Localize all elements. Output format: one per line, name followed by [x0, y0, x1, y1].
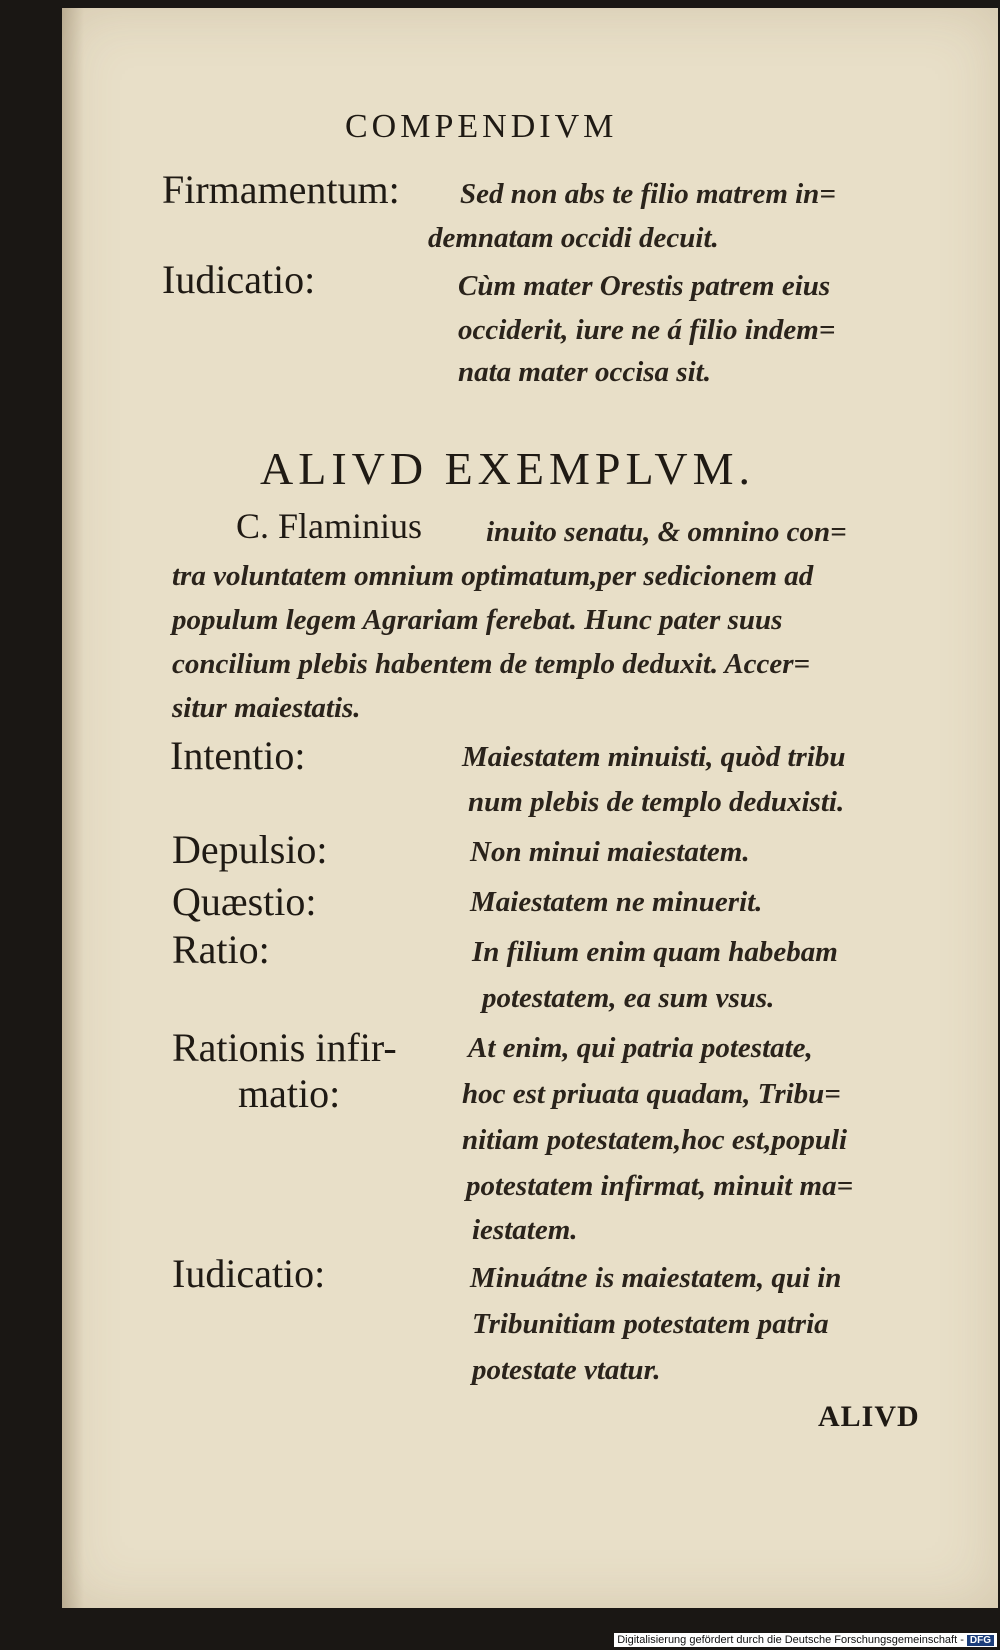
label-quaestio: Quæstio: [172, 879, 317, 924]
label-ratio: Ratio: [172, 927, 270, 972]
label-iudicatio-1: Iudicatio: [162, 257, 316, 302]
ratio-line-2: potestatem, ea sum vsus. [482, 982, 775, 1014]
infirmatio-line-1: At enim, qui patria potestate, [468, 1032, 813, 1064]
iudicatio-1-line-1: Cùm mater Orestis patrem eius [458, 270, 831, 302]
infirmatio-line-3: nitiam potestatem,hoc est,populi [462, 1124, 848, 1156]
intentio-line-2: num plebis de templo deduxisti. [468, 786, 845, 818]
catchword: ALIVD [818, 1400, 920, 1433]
digitization-credit-text: Digitalisierung gefördert durch die Deutsche Forschungsgemeinschaft - [617, 1634, 964, 1646]
section-heading: ALIVD EXEMPLVM. [260, 443, 755, 494]
firmamentum-line-2: demnatam occidi decuit. [428, 222, 719, 254]
iudicatio-1-line-2: occiderit, iure ne á filio indem= [458, 314, 836, 346]
paragraph-line-1: inuito senatu, & omnino con= [486, 516, 847, 548]
iudicatio-2-line-3: potestate vtatur. [472, 1354, 661, 1386]
paragraph-line-4: concilium plebis habentem de templo deduxit. Accer= [172, 648, 811, 680]
paragraph-line-3: populum legem Agrariam ferebat. Hunc pater suus [172, 604, 783, 636]
paragraph-lead: C. Flaminius [236, 506, 423, 546]
digitization-credit [614, 1633, 997, 1647]
dfg-logo: DFG [967, 1635, 994, 1646]
ratio-line-1: In filium enim quam habebam [472, 936, 838, 968]
iudicatio-2-line-1: Minuátne is maiestatem, qui in [470, 1262, 842, 1294]
label-rationis-infirmatio-2: matio: [238, 1071, 341, 1116]
infirmatio-line-5: iestatem. [472, 1214, 578, 1246]
label-firmamentum: Firmamentum: [162, 167, 400, 212]
label-depulsio: Depulsio: [172, 827, 328, 872]
quaestio-line-1: Maiestatem ne minuerit. [470, 886, 763, 918]
paragraph-line-2: tra voluntatem omnium optimatum,per sedicionem ad [172, 560, 814, 592]
infirmatio-line-4: potestatem infirmat, minuit ma= [466, 1170, 854, 1202]
intentio-line-1: Maiestatem minuisti, quòd tribu [462, 741, 846, 773]
label-intentio: Intentio: [170, 733, 306, 778]
label-rationis-infirmatio-1: Rationis infir- [172, 1025, 397, 1070]
label-iudicatio-2: Iudicatio: [172, 1251, 326, 1296]
infirmatio-line-2: hoc est priuata quadam, Tribu= [462, 1078, 841, 1110]
iudicatio-1-line-3: nata mater occisa sit. [458, 356, 711, 388]
depulsio-line-1: Non minui maiestatem. [470, 836, 750, 868]
iudicatio-2-line-2: Tribunitiam potestatem patria [472, 1308, 829, 1340]
paragraph-line-5: situr maiestatis. [172, 692, 361, 724]
firmamentum-line-1: Sed non abs te filio matrem in= [460, 178, 836, 210]
running-head: COMPENDIVM [345, 108, 618, 145]
book-page [62, 8, 998, 1608]
